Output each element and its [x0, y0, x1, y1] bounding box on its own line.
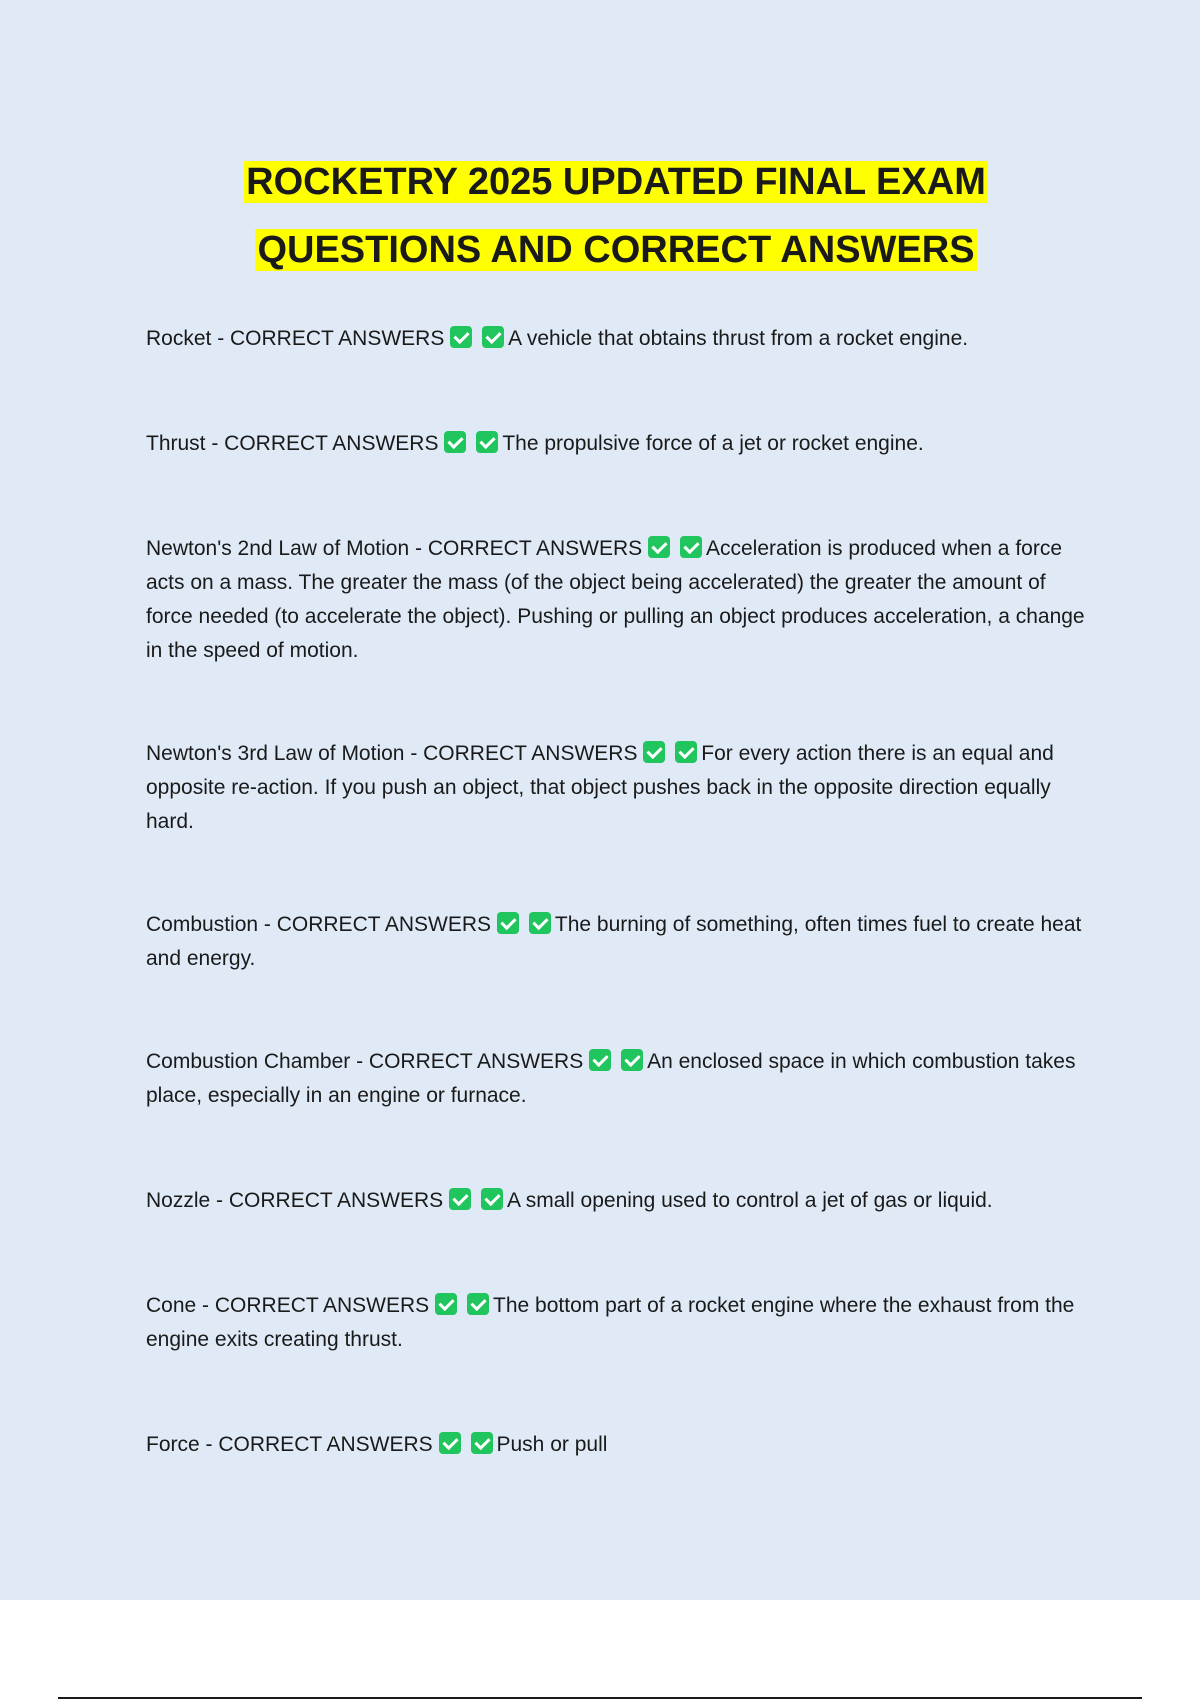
green-check-icon: [467, 1293, 489, 1315]
qa-separator: - CORRECT ANSWERS: [211, 327, 445, 350]
qa-item-nozzle: [146, 1184, 1086, 1218]
green-check-icon: [476, 431, 498, 453]
green-check-icon: [648, 536, 670, 558]
qa-separator: - CORRECT ANSWERS: [404, 742, 638, 765]
qa-answer: An enclosed space in which combustion takes place, especially in an engine or furnace.: [146, 1050, 1076, 1107]
green-check-icon: [589, 1049, 611, 1071]
qa-item-cone: [146, 1289, 1086, 1357]
qa-item-combustion-chamber: [146, 1045, 1086, 1113]
qa-separator: - CORRECT ANSWERS: [258, 913, 492, 936]
qa-term: Thrust: [146, 432, 206, 455]
green-check-icon: [529, 912, 551, 934]
qa-separator: - CORRECT ANSWERS: [199, 1433, 433, 1456]
qa-term: Newton's 3rd Law of Motion: [146, 742, 405, 765]
title-line-1: ROCKETRY 2025 UPDATED FINAL EXAM: [246, 161, 986, 203]
qa-answer: A small opening used to control a jet of gas or liquid.: [507, 1189, 993, 1212]
qa-answer: Push or pull: [496, 1433, 608, 1456]
qa-separator: - CORRECT ANSWERS: [196, 1294, 430, 1317]
title-line-2: QUESTIONS AND CORRECT ANSWERS: [257, 229, 975, 271]
qa-term: Combustion Chamber: [146, 1050, 351, 1073]
green-check-icon: [643, 741, 665, 763]
qa-separator: - CORRECT ANSWERS: [210, 1189, 444, 1212]
green-check-icon: [481, 1188, 503, 1210]
green-check-icon: [482, 326, 504, 348]
green-check-icon: [444, 431, 466, 453]
qa-answer: The bottom part of a rocket engine where the exhaust from the engine exits creating thrust.: [146, 1294, 1075, 1351]
qa-answer: The burning of something, often times fuel to create heat and energy.: [146, 913, 1082, 970]
green-check-icon: [675, 741, 697, 763]
green-check-icon: [435, 1293, 457, 1315]
document-title: [146, 148, 1086, 284]
qa-answer: For every action there is an equal and opposite re-action. If you push an object, that object pushes back in the opposite direction equally hard.: [146, 742, 1054, 833]
green-check-icon: [450, 326, 472, 348]
green-check-icon: [439, 1432, 461, 1454]
qa-term: Nozzle: [146, 1189, 211, 1212]
green-check-icon: [471, 1432, 493, 1454]
qa-item-thrust: [146, 427, 1086, 461]
qa-item-combustion: [146, 908, 1086, 976]
qa-term: Combustion: [146, 913, 259, 936]
qa-item-newtons-2nd-law: [146, 532, 1086, 668]
document-content: [146, 148, 1086, 1462]
qa-term: Newton's 2nd Law of Motion: [146, 537, 410, 560]
qa-separator: - CORRECT ANSWERS: [350, 1050, 584, 1073]
qa-item-newtons-3rd-law: [146, 737, 1086, 839]
qa-list: [146, 322, 1086, 1462]
qa-term: Force: [146, 1433, 200, 1456]
footer-divider: [58, 1697, 1142, 1699]
green-check-icon: [449, 1188, 471, 1210]
qa-separator: - CORRECT ANSWERS: [409, 537, 643, 560]
qa-separator: - CORRECT ANSWERS: [205, 432, 439, 455]
qa-answer: A vehicle that obtains thrust from a rocket engine.: [508, 327, 969, 350]
qa-answer: The propulsive force of a jet or rocket engine.: [502, 432, 924, 455]
qa-term: Rocket: [146, 327, 212, 350]
qa-item-force: [146, 1428, 1086, 1462]
qa-term: Cone: [146, 1294, 197, 1317]
green-check-icon: [621, 1049, 643, 1071]
green-check-icon: [497, 912, 519, 934]
green-check-icon: [680, 536, 702, 558]
qa-item-rocket: [146, 322, 1086, 356]
qa-answer: Acceleration is produced when a force acts on a mass. The greater the mass (of the object being accelerated) the greater the amount of force needed (to accelerate the object). Pushing or pulling an object produces acceleration, a change in the speed of motion.: [146, 537, 1085, 662]
